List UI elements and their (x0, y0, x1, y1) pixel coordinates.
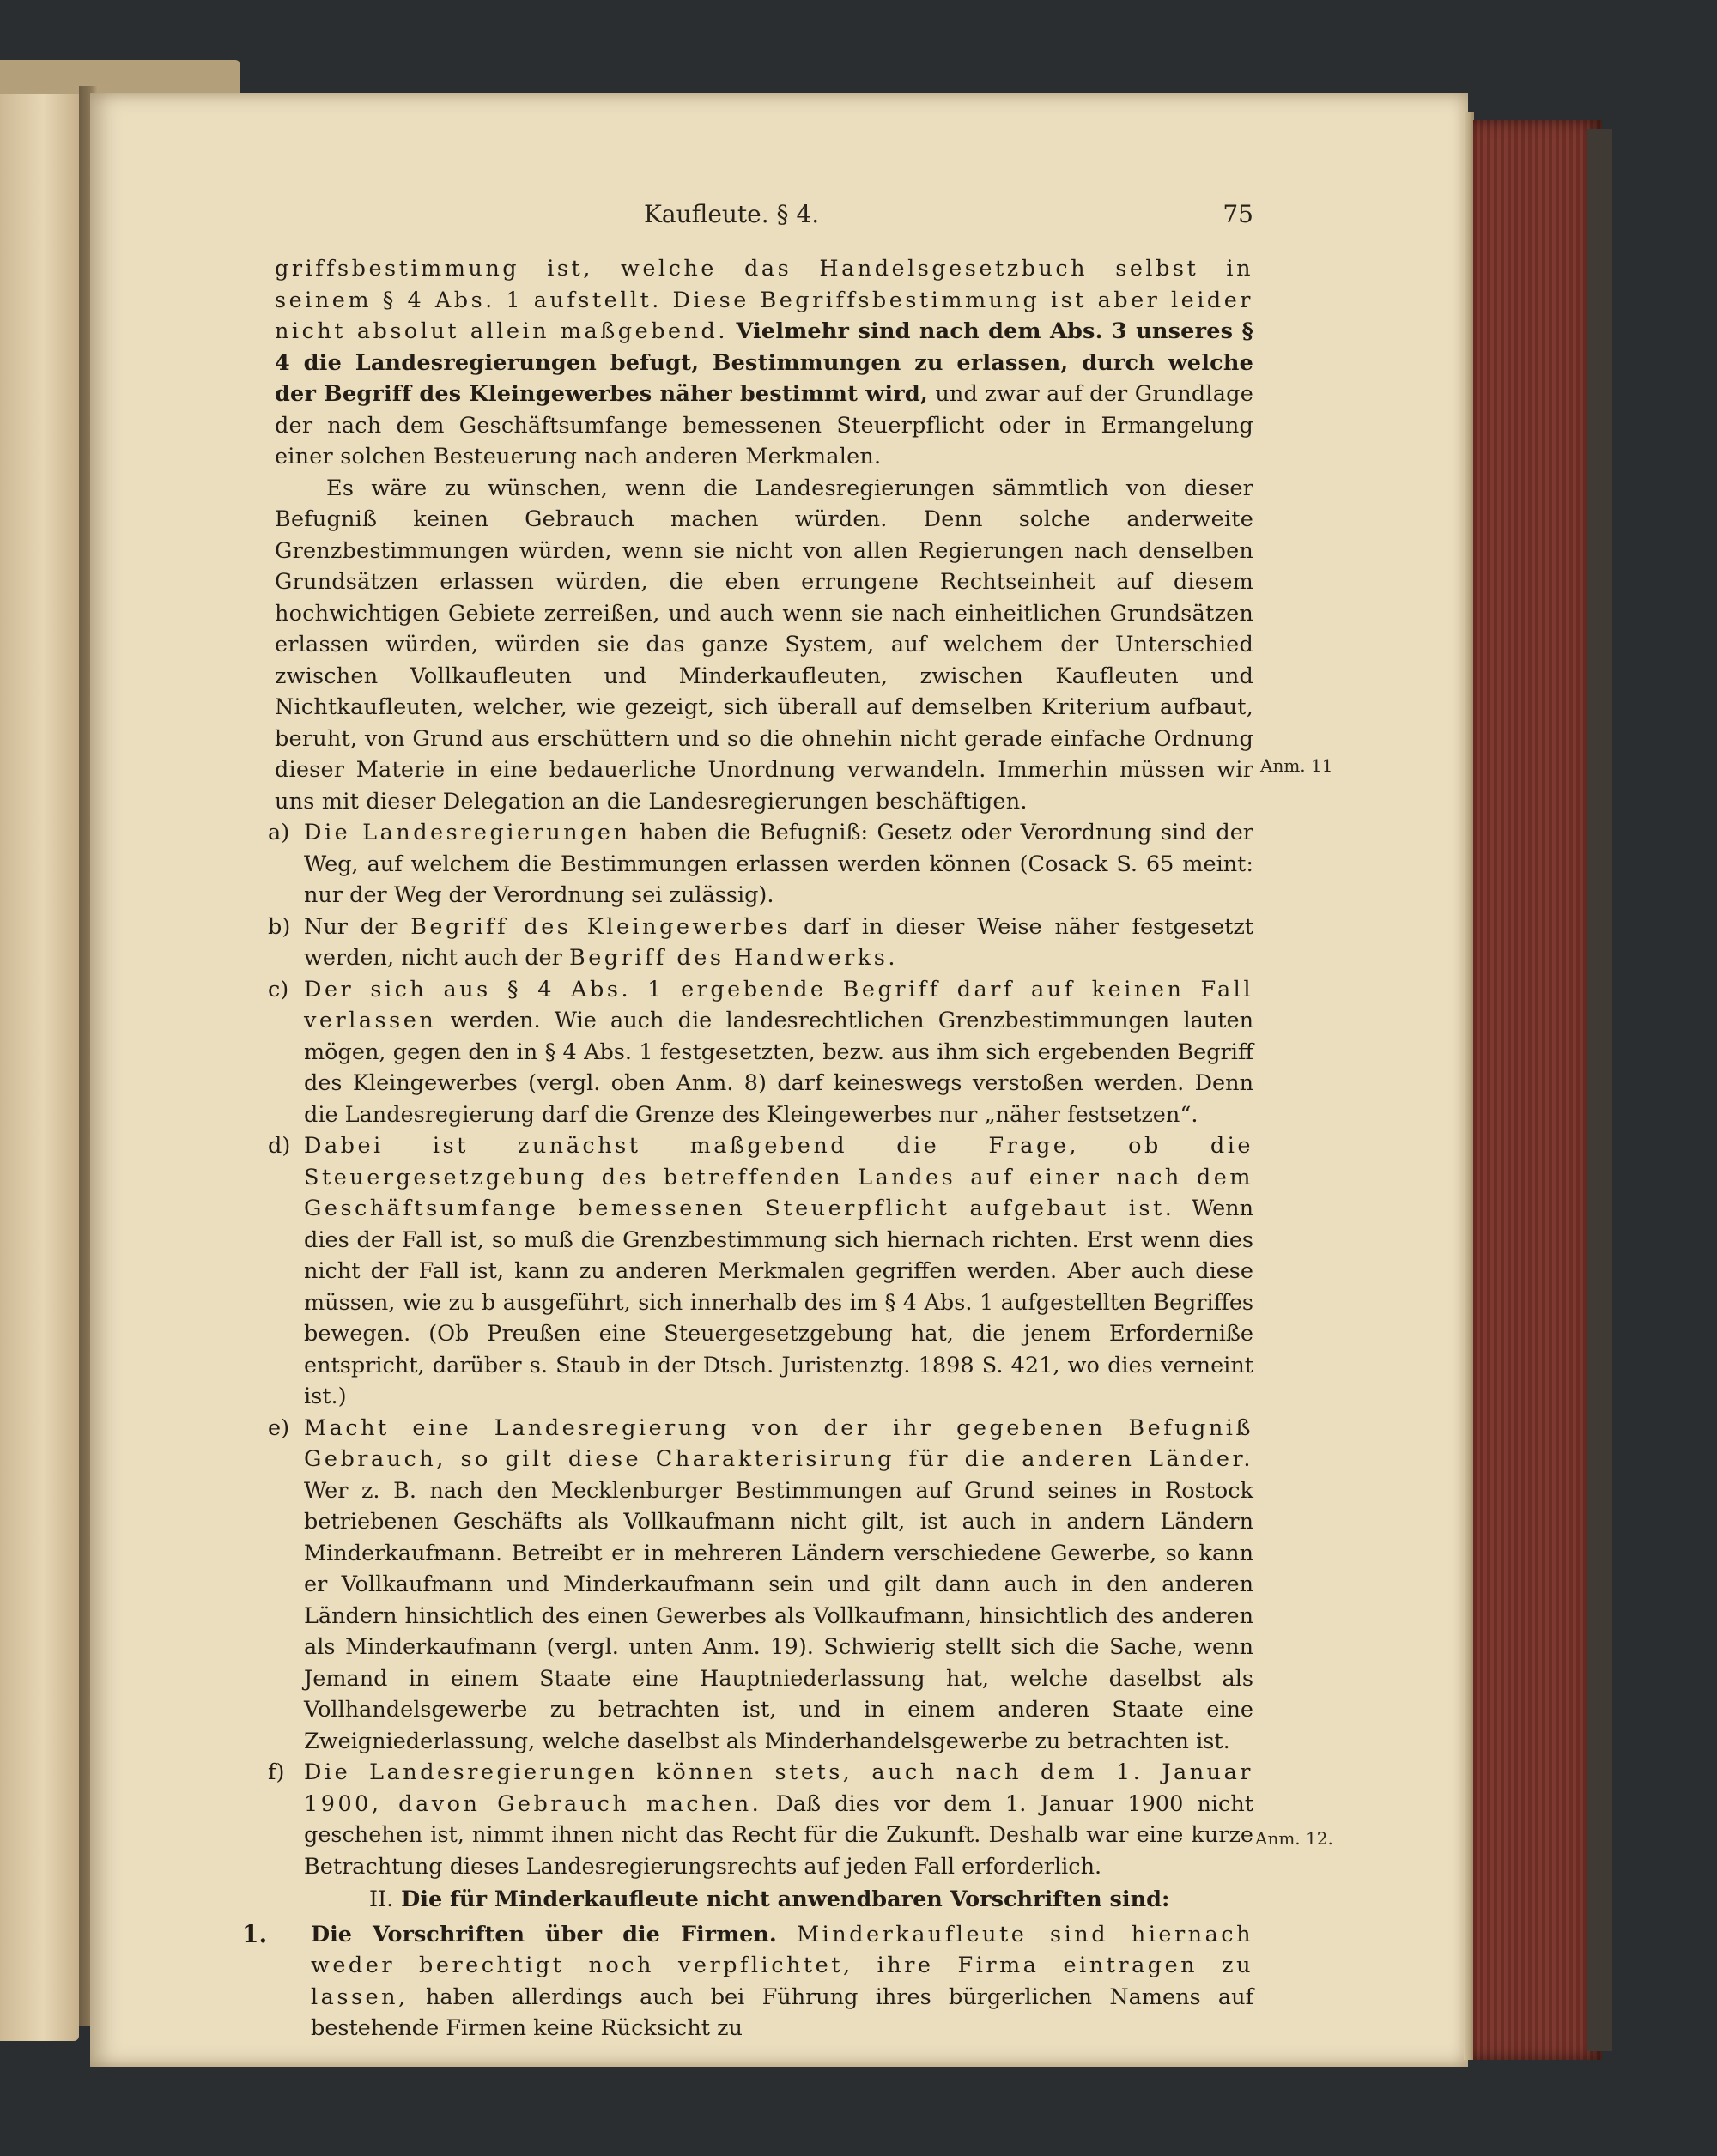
section-1-text: haben allerdings auch bei Führung ihres bürgerlichen Namens auf bestehende Firmen keine Rücksicht zu (311, 1983, 1254, 2041)
section-numeral: II. (369, 1886, 394, 1912)
item-text: werden. Wie auch die landesrechtlichen Grenzbestimmungen lauten mögen, gegen den in § 4 Abs. 1 festgesetzten, bezw. aus ihm sich ergebenden Begriff des Kleingewerbes (vergl. oben Anm. 8) darf keineswegs verstoßen werden. Denn die Landesregierung darf die Grenze des Kleingewerbes nur „näher festsetzen“. (304, 1008, 1254, 1128)
list-marker: b) (268, 913, 291, 940)
left-page-top-edge (0, 60, 240, 94)
item-spaced: Begriff des Kleingewerbes (410, 913, 792, 940)
red-book-edge (1473, 120, 1602, 2060)
page-number: 75 (1223, 200, 1253, 228)
item-text: Wenn dies der Fall ist, so muß die Grenzbestimmung sich hiernach richten. Erst wenn dies nicht der Fall ist, kann zu anderen Merkmalen gegriffen werden. Aber auch diese müssen, wie zu b ausgeführt, sich innerhalb des im § 4 Abs. 1 aufgestellten Begriffes bewegen. (Ob Preußen eine Steuergesetzgebung hat, die jenem Erforderniße entspricht, darüber s. Staub in der Dtsch. Juristenztg. 1898 S. 421, wo dies verneint ist.) (304, 1196, 1254, 1409)
section-title: Die für Minderkaufleute nicht anwendbaren Vorschriften sind: (401, 1886, 1170, 1912)
item-spaced: Die Landesregierungen (304, 820, 631, 845)
paragraph-1-rest: und zwar auf der Grundlage der nach dem Geschäftsumfange bemessenen Steuerpflicht oder in Ermangelung einer solchen Besteuerung nach anderen Merkmalen. (275, 381, 1253, 469)
list-item-e (268, 1413, 1253, 1758)
left-page-edge (0, 76, 79, 2041)
page-header (275, 193, 1253, 253)
running-head: Kaufleute. § 4. (644, 200, 820, 228)
list-marker: d) (268, 1133, 291, 1159)
paragraph-1-spaced: griffsbestimmung ist, welche das Handelsgesetzbuch selbst in seinem § 4 Abs. 1 aufstellt. Diese Begriffsbestimmung ist aber leider nicht absolut allein maßgebend. (275, 256, 1253, 344)
item-spaced: Dabei ist zunächst maßgebend die Frage, ob die Steuergesetzgebung des betreffenden Landes auf einer nach dem Geschäftsumfange bemessenen Steuerpflicht aufgebaut ist. (304, 1133, 1253, 1221)
section-heading (275, 1884, 1253, 1916)
item-text: Nur der (304, 913, 398, 940)
book-cover (1587, 129, 1612, 2051)
item-spaced: Macht eine Landesregierung von der ihr gegebenen Befugniß Gebrauch, so gilt diese Charakterisirung für die anderen Länder. (304, 1414, 1253, 1472)
list-marker: c) (268, 976, 289, 1002)
item-text: darf in dieser Weise näher festgesetzt werden, nicht auch der (304, 913, 1253, 971)
list-item-a (268, 817, 1253, 911)
list-marker: a) (268, 820, 290, 845)
page-content (242, 193, 1254, 2044)
item-spaced: Der sich aus § 4 Abs. 1 ergebende Begriff darf auf keinen Fall verlassen (304, 976, 1253, 1033)
section-1-bold: Die Vorschriften über die Firmen. (311, 1921, 777, 1947)
section-1-spaced: Minderkaufleute sind hiernach weder berechtigt noch verpflichtet, ihre Firma eintragen zu lassen, (311, 1921, 1253, 2010)
list-marker: e) (268, 1414, 290, 1441)
item-text: Wer z. B. nach den Mecklenburger Bestimmungen auf Grund seines in Rostock betriebenen Geschäfts als Vollkaufmann nicht gilt, ist auch in andern Ländern Minderkaufmann. Betreibt er in mehreren Ländern verschiedene Gewerbe, so kann er Vollkaufmann und Minderkaufmann sein und gilt dann auch in den anderen Ländern hinsichtlich des einen Gewerbes als Vollkaufmann, hinsichtlich des anderen als Minderkaufmann (vergl. unten Anm. 19). Schwierig stellt sich die Sache, wenn Jemand in einem Staate eine Hauptniederlassung hat, welche daselbst als Vollhandelsgewerbe zu betrachten ist, und in einem anderen Staate eine Zweigniederlassung, welche daselbst als Minderhandelsgewerbe zu betrachten ist. (304, 1477, 1253, 1754)
margin-note-anm-11: Anm. 11 (1260, 755, 1333, 776)
list-marker: f) (268, 1759, 285, 1785)
list-item-d (268, 1130, 1254, 1413)
item-text: Daß dies vor dem 1. Januar 1900 nicht geschehen ist, nimmt ihnen nicht das Recht für die Zukunft. Deshalb war eine kurze Betrachtung dieses Landesregierungsrechts auf jeden Fall erforderlich. (304, 1790, 1253, 1880)
section-1 (242, 1919, 1254, 2044)
item-spaced: Begriff des Handwerks. (568, 945, 898, 971)
margin-note-anm-12: Anm. 12. (1255, 1828, 1333, 1849)
item-spaced: Die Landesregierungen können stets, auch nach dem 1. Januar 1900, davon Gebrauch machen. (304, 1759, 1253, 1817)
item-text: haben die Befugniß: Gesetz oder Verordnung sind der Weg, auf welchem die Bestimmungen erlassen werden können (Cosack S. 65 meint: nur der Weg der Verordnung sei zulässig). (304, 820, 1253, 908)
section-1-number: 1. (242, 1919, 268, 1948)
paragraph-1 (275, 253, 1253, 473)
list-item-b (268, 911, 1253, 974)
list-item-c (268, 974, 1254, 1131)
paragraph-2: Es wäre zu wünschen, wenn die Landesregierungen sämmtlich von dieser Befugniß keinen Gebrauch machen würden. Denn solche anderweite Grenzbestimmungen würden, wenn sie nicht von allen Regierungen nach denselben Grundsätzen erlassen würden, die eben errungene Rechtseinheit auf diesem hochwichtigen Gebiete zerreißen, und auch wenn sie nach einheitlichen Grundsätzen erlassen würden, würden sie das ganze System, auf welchem der Unterschied zwischen Vollkaufleuten und Minderkaufleuten, zwischen Kaufleuten und Nichtkaufleuten, welcher, wie gezeigt, sich überall auf demselben Kriterium aufbaut, beruht, von Grund aus erschüttern und so die ohnehin nicht gerade einfache Ordnung dieser Materie in eine bedauerliche Unordnung verwandeln. Immerhin müssen wir uns mit dieser Delegation an die Landesregierungen beschäftigen. (275, 475, 1253, 815)
paragraph-1-bold: Vielmehr sind nach dem Abs. 3 unseres § 4 die Landesregierungen befugt, Bestimmungen zu erlassen, durch welche der Begriff des Kleingewerbes näher bestimmt wird, (275, 318, 1253, 407)
list-item-f (268, 1757, 1253, 1882)
